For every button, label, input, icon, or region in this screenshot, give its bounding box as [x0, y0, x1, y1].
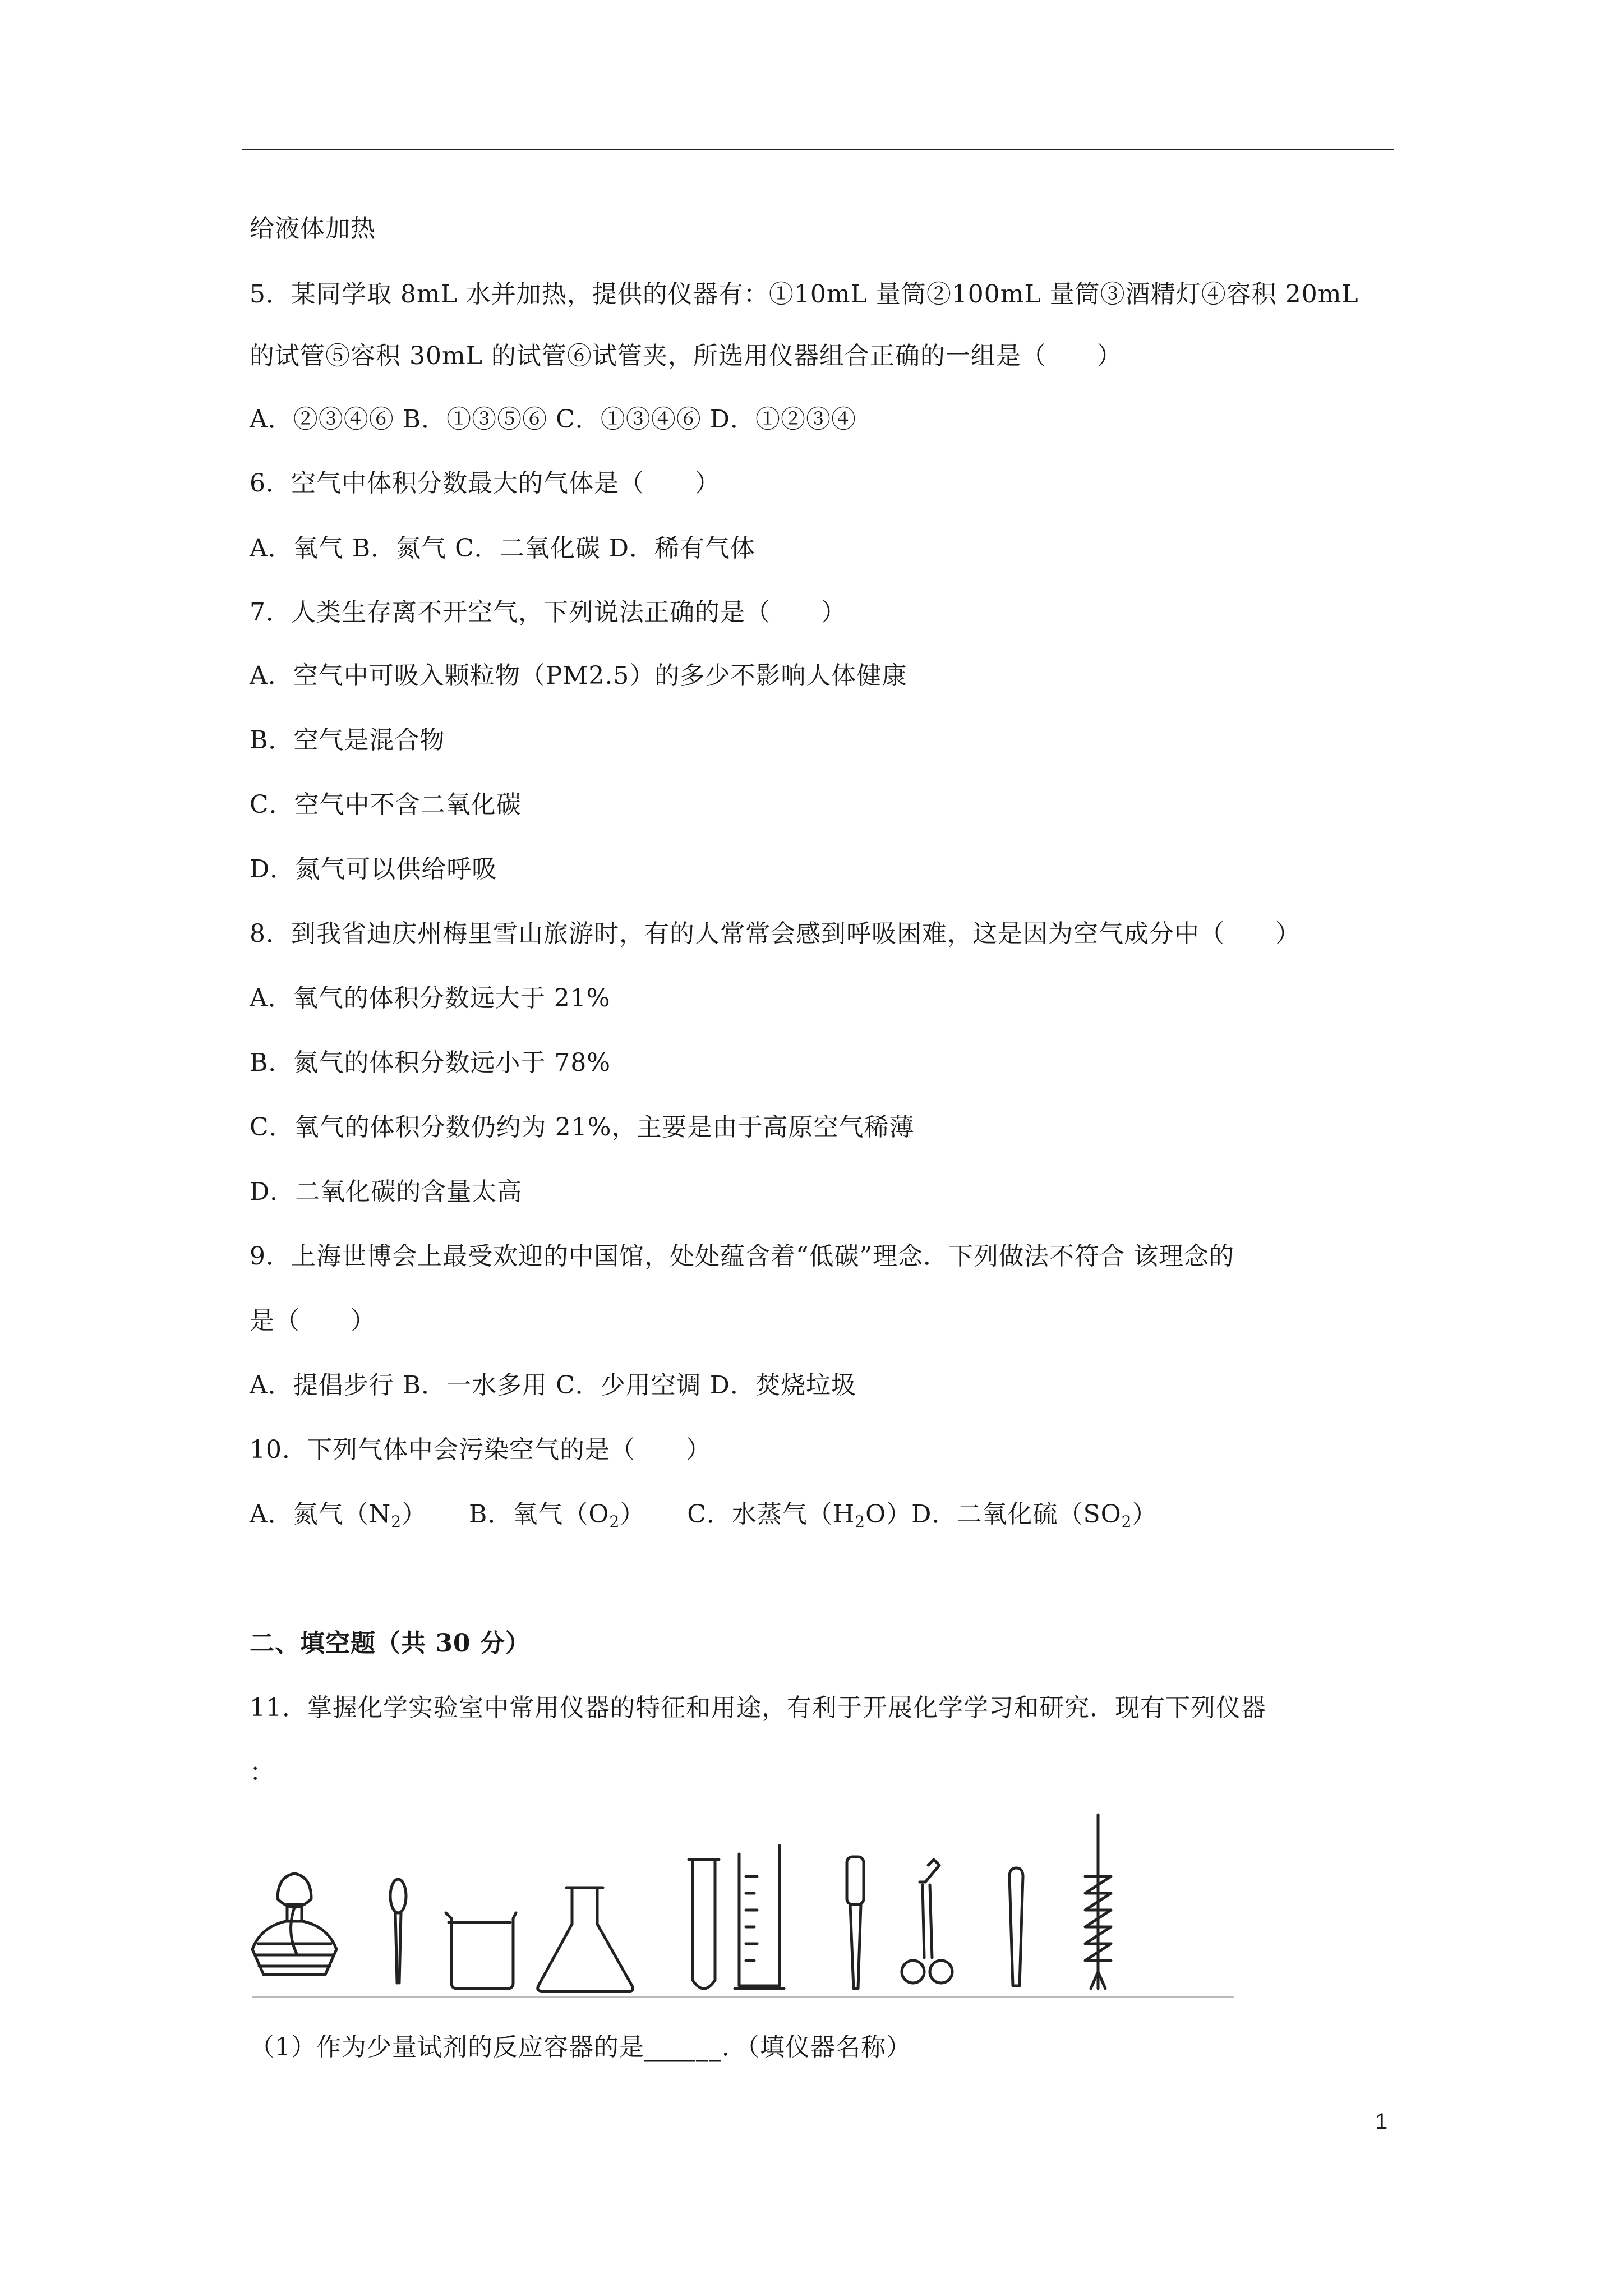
option-a-close: ） — [402, 1500, 427, 1529]
text-line: 给液体加热 — [250, 214, 376, 243]
subscript: 2 — [1121, 1512, 1132, 1531]
answer-blank[interactable]: ______ — [644, 2033, 722, 2062]
option-b-close: ） — [620, 1500, 645, 1529]
question-5-options: A．②③④⑥ B．①③⑤⑥ C．①③④⑥ D．①②③④ — [250, 405, 857, 434]
question-5: 5．某同学取 8mL 水并加热，提供的仪器有：①10mL 量筒②100mL 量筒③酒精灯④容积 20mL — [250, 280, 1359, 309]
question-6-options: A．氧气 B．氮气 C．二氧化碳 D．稀有气体 — [250, 534, 756, 563]
test-tube-icon — [689, 1860, 719, 1989]
option-d-close: ） — [1132, 1500, 1158, 1529]
glass-rod-icon — [1009, 1868, 1023, 1986]
question-7-option-a: A．空气中可吸入颗粒物（PM2.5）的多少不影响人体健康 — [250, 661, 907, 690]
section-heading: 二、填空题（共 30 分） — [250, 1629, 531, 1658]
question-9-cont: 是（ ） — [250, 1306, 376, 1335]
beaker-icon — [446, 1913, 516, 1989]
question-7: 7．人类生存离不开空气，下列说法正确的是（ ） — [250, 598, 846, 627]
part-1-text: （1）作为少量试剂的反应容器的是 — [250, 2033, 644, 2062]
subscript: 2 — [609, 1512, 620, 1531]
part-1-hint: ．（填仪器名称） — [722, 2033, 911, 2062]
option-c-text: C．水蒸气（H — [687, 1500, 855, 1529]
lab-instruments-figure — [247, 1803, 1239, 2000]
question-8-option-d: D．二氧化碳的含量太高 — [250, 1177, 523, 1206]
question-5-cont: 的试管⑤容积 30mL 的试管⑥试管夹，所选用仪器组合正确的一组是（ ） — [250, 342, 1122, 370]
question-8-option-c: C．氧气的体积分数仍约为 21%，主要是由于高原空气稀薄 — [250, 1113, 915, 1142]
question-9: 9．上海世博会上最受欢迎的中国馆，处处蕴含着“低碳”理念．下列做法不符合 该理念的 — [250, 1242, 1234, 1271]
question-11-part-1 — [250, 2031, 911, 2064]
question-9-options: A．提倡步行 B．一水多用 C．少用空调 D．焚烧垃圾 — [250, 1371, 857, 1400]
question-10: 10．下列气体中会污染空气的是（ ） — [250, 1435, 711, 1464]
question-7-option-b: B．空气是混合物 — [250, 726, 445, 754]
option-b — [469, 1500, 645, 1529]
question-7-option-d: D．氮气可以供给呼吸 — [250, 855, 497, 884]
page-number: 1 — [1375, 2109, 1388, 2134]
question-8: 8．到我省迪庆州梅里雪山旅游时，有的人常常会感到呼吸困难，这是因为空气成分中（ ） — [250, 919, 1301, 948]
option-d-text: O）D．二氧化硫（SO — [865, 1500, 1122, 1529]
question-10-options — [250, 1498, 1158, 1539]
question-8-option-b: B．氮气的体积分数远小于 78% — [250, 1048, 611, 1077]
option-b-text: B．氧气（O — [469, 1500, 610, 1529]
header-rule — [242, 149, 1394, 150]
subscript: 2 — [855, 1512, 866, 1531]
test-tube-clamp-icon — [847, 1857, 864, 1989]
subscript: 2 — [391, 1512, 402, 1531]
question-8-option-a: A．氧气的体积分数远大于 21% — [250, 984, 611, 1013]
question-11: 11．掌握化学实验室中常用仪器的特征和用途，有利于开展化学学习和研究．现有下列仪器 — [250, 1694, 1266, 1722]
graduated-cylinder-icon — [735, 1846, 784, 1989]
conical-flask-icon — [538, 1888, 633, 1991]
test-tube-brush-icon — [1085, 1815, 1111, 1989]
question-7-option-c: C．空气中不含二氧化碳 — [250, 790, 522, 819]
option-c-d — [687, 1500, 1157, 1529]
option-a-text: A．氮气（N — [250, 1500, 391, 1529]
alcohol-lamp-icon — [252, 1874, 336, 1975]
crucible-tongs-icon — [902, 1860, 952, 1983]
dropper-icon — [390, 1879, 406, 1983]
question-11-colon: ： — [250, 1758, 275, 1787]
question-6: 6．空气中体积分数最大的气体是（ ） — [250, 469, 720, 498]
option-a — [250, 1500, 427, 1529]
